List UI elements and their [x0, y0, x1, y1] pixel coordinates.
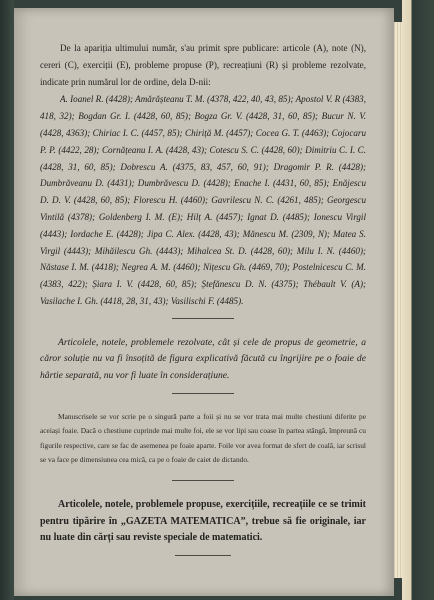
divider-rule-3 — [172, 480, 234, 481]
book-cover-right — [402, 0, 434, 600]
divider-rule — [172, 318, 234, 319]
book-page — [14, 8, 394, 596]
manuscript-instructions: Manuscrisele se vor scrie pe o singură parte a foii și nu se vor trata mai multe chestiuni diferite pe aceiași foaie. Dacă o chestiune cuprinde mai multe foi, ele se vor lipi sau coase în partea stângă, împreună cu figurile respective, care se fac de asemenea pe foaie aparte. Foile vor avea format de sfert de coală, iar scrisul se va face pe dimensiunea cea mică, ca pe o foaie de caiet de dictando. — [40, 411, 366, 465]
book-cover-left — [0, 0, 14, 600]
page-content — [40, 40, 366, 556]
contributors-list: A. Ioanel R. (4428); Amărășteanu T. M. (4378, 422, 40, 43, 85); Apostol V. R (4383, 418, 32); Bogdan Gr. I. (4428, 60, 85); Bogza Gr. V. (4428, 31, 60, 85); Bucur N. V. (4428, 4363); Chiriac I. C. (4457, 85); Chiriță M. (4457); Cocea G. T. (4463); Cojocaru P. P. (4422, 28); Cornățeanu I. A. (4428, 43); Cotescu S. C. (4428, 60); Dimitriu C. I. C. (4428, 31, 60, 85); Dobrescu A. (4375, 83, 457, 60, 91); Dragomir P. R. (4428); Dumbrăveanu D. (4431); Dumbrăvescu D. (4428); Enache I. (4431, 60, 85); Enăjescu D. D. V. (4428, 60, 85); Florescu H. (4460); Gavrilescu N. C. (4261, 485); Georgescu Vintilă (4378); Goldenberg I. M. (E); Hilț A. (4457); Ignat D. (4485); Ionescu Virgil (4443); Iordache E. (4428); Jipa C. Alex. (4428, 43); Mănescu M. (2309, N); Matea S. Virgil (4443); Mihăilescu Gh. (4443); Mihalcea St. D. (4428, 60); Milu I. N. (4460); Năstase I. M. (4418); Negrea A. M. (4460); Nițescu Gh. (4469, 70); Postelnicescu C. M. (4383, 422); Șiara I. V. (4428, 60, 85); Ștefănescu D. N. (4375); Thébault V. (A); Vasilache I. Gh. (4418, 28, 31, 43); Vasilischi F. (4485). — [40, 94, 366, 306]
divider-rule-4 — [175, 555, 231, 556]
geometry-note: Articolele, notele, problemele rezolvate, cât și cele de propus de geometrie, a căror soluție nu va fi însoțită de figura explicativă făcută cu îngrijire pe o foaie de hârtie separată, nu vor fi luate în considerațiune. — [40, 336, 366, 381]
intro-paragraph: De la apariția ultimului număr, s'au primit spre publicare: articole (A), note (N), cereri (C), exerciții (E), probleme propuse (P), recreațiuni (R) și probleme rezolvate, indicate prin numărul lor de ordine, dela D-nii: — [40, 43, 366, 87]
divider-rule-2 — [172, 393, 234, 394]
originality-note: Articolele, notele, problemele propuse, exercițiile, recreațiile ce se trimit pentru tipărire în „GAZETA MATEMATICA”, trebue să fie originale, iar nu luate din cărți sau reviste speciale de matematici. — [40, 498, 366, 544]
